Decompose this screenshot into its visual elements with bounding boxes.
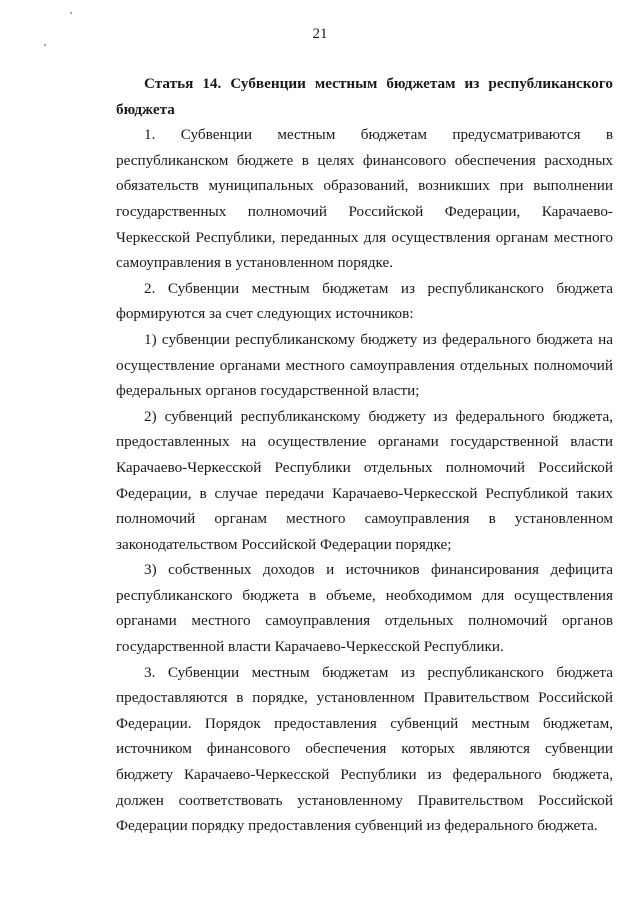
paragraph-2-item-1: 1) субвенции республиканскому бюджету из федерального бюджета на осуществление органами местного самоуправления отдельных полномочий федеральных органов государственной власти;	[116, 330, 613, 400]
paragraph-2: 2. Субвенции местным бюджетам из республиканского бюджета формируются за счет следующих источников:	[116, 279, 613, 323]
paragraph-3: 3. Субвенции местным бюджетам из республиканского бюджета предоставляются в порядке, установленном Правительством Российской Федерации. Порядок предоставления субвенций местным бюджетам, источником финансового обеспечения которых являются субвенции бюджету Карачаево-Черкесской Республики из федерального бюджета, должен соответствовать установленному Правительством Российской Федерации порядку предоставления субвенций из федерального бюджета.	[116, 663, 613, 835]
scan-speck	[44, 44, 46, 46]
article-title: Статья 14. Субвенции местным бюджетам из республиканского бюджета	[116, 75, 613, 118]
document-body	[116, 71, 613, 839]
page-number: 21	[312, 26, 328, 42]
scan-speck	[70, 12, 72, 14]
paragraph-1: 1. Субвенции местным бюджетам предусматриваются в республиканском бюджете в целях финансового обеспечения расходных обязательств муниципальных образований, возникших при выполнении государственных полномочий Российской Федерации, Карачаево-Черкесской Республики, переданных для осуществления органам местного самоуправления в установленном порядке.	[116, 126, 613, 272]
paragraph-2-item-2: 2) субвенций республиканскому бюджету из федерального бюджета, предоставленных на осуществление органами государственной власти Карачаево-Черкесской Республики отдельных полномочий Российской Федерации, в случае передачи Карачаево-Черкесской Республикой таких полномочий органам местного самоуправления в установленном законодательством Российской Федерации порядке;	[116, 407, 613, 553]
paragraph-2-item-3: 3) собственных доходов и источников финансирования дефицита республиканского бюджета в объеме, необходимом для осуществления органами местного самоуправления отдельных полномочий органов государственной власти Карачаево-Черкесской Республики.	[116, 561, 613, 656]
